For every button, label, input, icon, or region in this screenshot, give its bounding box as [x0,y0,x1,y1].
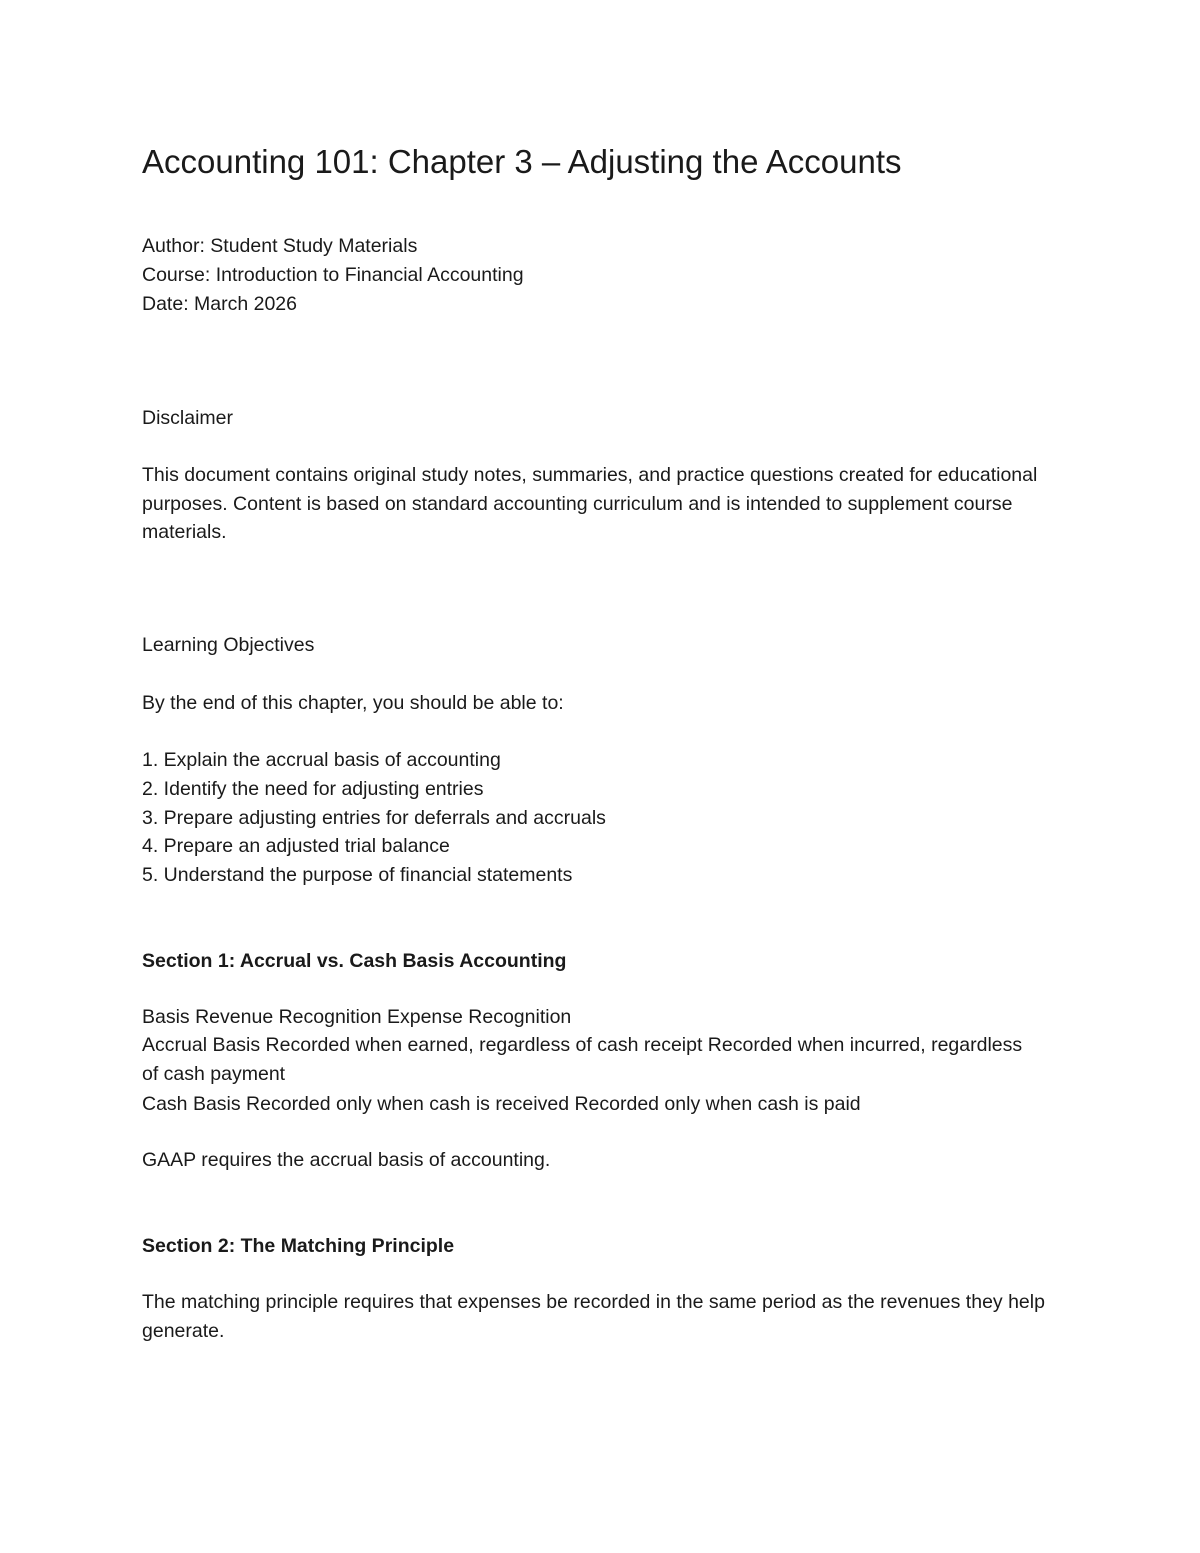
objectives-heading: Learning Objectives [142,634,315,656]
objectives-intro: By the end of this chapter, you should be able to: [142,692,564,714]
document-title: Accounting 101: Chapter 3 – Adjusting the Accounts [142,143,902,180]
objective-item: 4. Prepare an adjusted trial balance [142,835,450,857]
course-line: Course: Introduction to Financial Accounting [142,264,524,286]
section1-note: GAAP requires the accrual basis of accounting. [142,1149,551,1171]
section1-heading: Section 1: Accrual vs. Cash Basis Accounting [142,950,567,972]
objective-item: 1. Explain the accrual basis of accounting [142,749,501,771]
objective-item: 5. Understand the purpose of financial statements [142,864,573,886]
disclaimer-heading: Disclaimer [142,407,234,429]
date-line: Date: March 2026 [142,293,298,315]
section2-heading: Section 2: The Matching Principle [142,1235,455,1257]
section1-table-row: Accrual Basis Recorded when earned, regardless of cash receipt Recorded when incurred, regardless of cash payment [142,1034,1023,1085]
objective-item: 2. Identify the need for adjusting entries [142,778,484,800]
section1-table-row: Basis Revenue Recognition Expense Recognition [142,1006,572,1028]
section1-table-row: Cash Basis Recorded only when cash is received Recorded only when cash is paid [142,1093,861,1115]
author-line: Author: Student Study Materials [142,235,418,257]
disclaimer-body: This document contains original study notes, summaries, and practice questions created for educational purposes. Content is based on standard accounting curriculum and is intended to supplement course materials. [142,464,1038,543]
objective-item: 3. Prepare adjusting entries for deferrals and accruals [142,807,606,829]
section2-body: The matching principle requires that expenses be recorded in the same period as the revenues they help generate. [142,1291,1045,1342]
